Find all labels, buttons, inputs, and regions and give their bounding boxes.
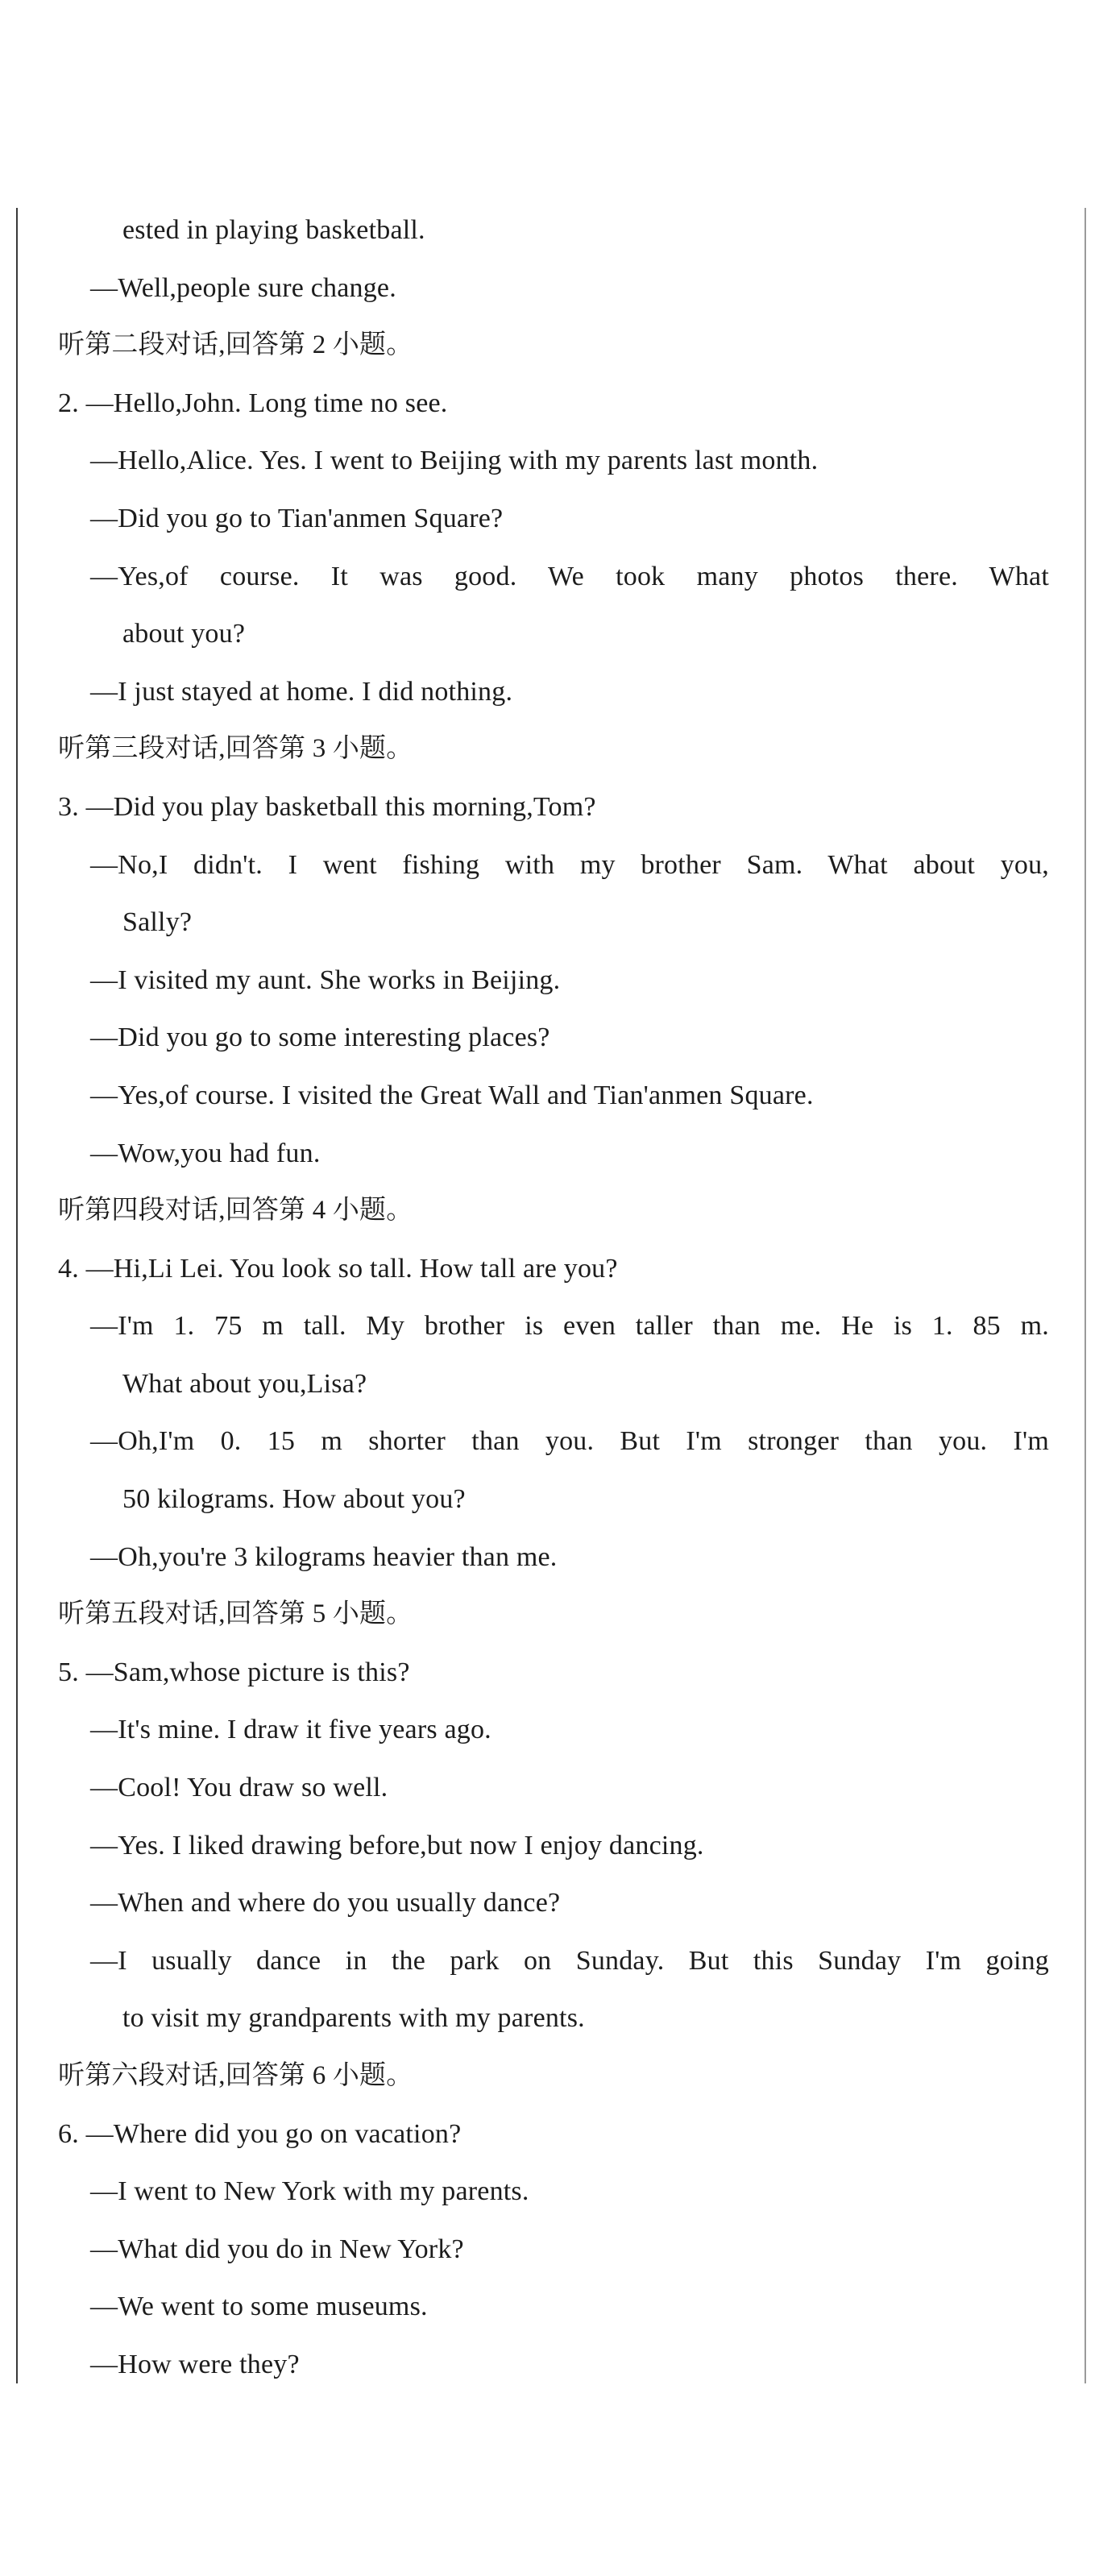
dialogue-item-start: 4. —Hi,Li Lei. You look so tall. How tall are you? xyxy=(58,1253,618,1284)
dialogue-line: —Yes,of course. I visited the Great Wall and Tian'anmen Square. xyxy=(90,1080,814,1110)
dialogue-line-continuation: ested in playing basketball. xyxy=(122,215,425,245)
section-heading: 听第六段对话,回答第 6 小题。 xyxy=(58,2061,413,2090)
dialogue-line-continuation: Sally? xyxy=(122,907,193,938)
dialogue-item-start: 6. —Where did you go on vacation? xyxy=(58,2118,462,2149)
dialogue-line: —Hello,Alice. Yes. I went to Beijing with my parents last month. xyxy=(90,446,819,476)
dialogue-line: —Did you go to Tian'anmen Square? xyxy=(90,503,504,533)
section-heading: 听第二段对话,回答第 2 小题。 xyxy=(58,330,413,360)
dialogue-line: —I visited my aunt. She works in Beijing. xyxy=(90,964,561,995)
dialogue-line: —Oh,I'm 0. 15 m shorter than you. But I'm stronger than you. I'm xyxy=(90,1426,1049,1457)
dialogue-line-continuation: about you? xyxy=(122,619,246,649)
transcript-body xyxy=(58,201,1049,2394)
right-margin-rule xyxy=(1084,208,1086,2383)
dialogue-line: —Well,people sure change. xyxy=(90,272,396,303)
dialogue-line: —Wow,you had fun. xyxy=(90,1138,321,1168)
dialogue-line: —I usually dance in the park on Sunday. But this Sunday I'm going xyxy=(90,1945,1049,1976)
dialogue-line: —We went to some museums. xyxy=(90,2292,428,2322)
dialogue-line: —Yes. I liked drawing before,but now I enjoy dancing. xyxy=(90,1830,704,1860)
dialogue-item-start: 3. —Did you play basketball this morning,Tom? xyxy=(58,791,596,822)
dialogue-line-continuation: What about you,Lisa? xyxy=(122,1368,367,1399)
dialogue-line: —I'm 1. 75 m tall. My brother is even taller than me. He is 1. 85 m. xyxy=(90,1311,1049,1342)
dialogue-line: —It's mine. I draw it five years ago. xyxy=(90,1715,491,1745)
dialogue-line-continuation: 50 kilograms. How about you? xyxy=(122,1484,466,1515)
section-heading: 听第三段对话,回答第 3 小题。 xyxy=(58,734,413,764)
dialogue-line: —No,I didn't. I went fishing with my brother Sam. What about you, xyxy=(90,849,1049,880)
dialogue-line: —I just stayed at home. I did nothing. xyxy=(90,676,513,707)
dialogue-line: —What did you do in New York? xyxy=(90,2234,464,2264)
dialogue-line: —Yes,of course. It was good. We took many photos there. What xyxy=(90,561,1049,591)
dialogue-line-continuation: to visit my grandparents with my parents. xyxy=(122,2003,585,2034)
dialogue-line: —When and where do you usually dance? xyxy=(90,1888,561,1919)
dialogue-line: —How were they? xyxy=(90,2349,300,2379)
dialogue-line: —Oh,you're 3 kilograms heavier than me. xyxy=(90,1541,558,1572)
dialogue-item-start: 5. —Sam,whose picture is this? xyxy=(58,1657,410,1687)
section-heading: 听第四段对话,回答第 4 小题。 xyxy=(58,1196,413,1226)
left-margin-rule xyxy=(16,208,18,2383)
dialogue-line: —Cool! You draw so well. xyxy=(90,1773,388,1803)
dialogue-line: —I went to New York with my parents. xyxy=(90,2176,529,2207)
dialogue-line: —Did you go to some interesting places? xyxy=(90,1023,550,1053)
dialogue-item-start: 2. —Hello,John. Long time no see. xyxy=(58,388,448,418)
section-heading: 听第五段对话,回答第 5 小题。 xyxy=(58,1599,413,1629)
